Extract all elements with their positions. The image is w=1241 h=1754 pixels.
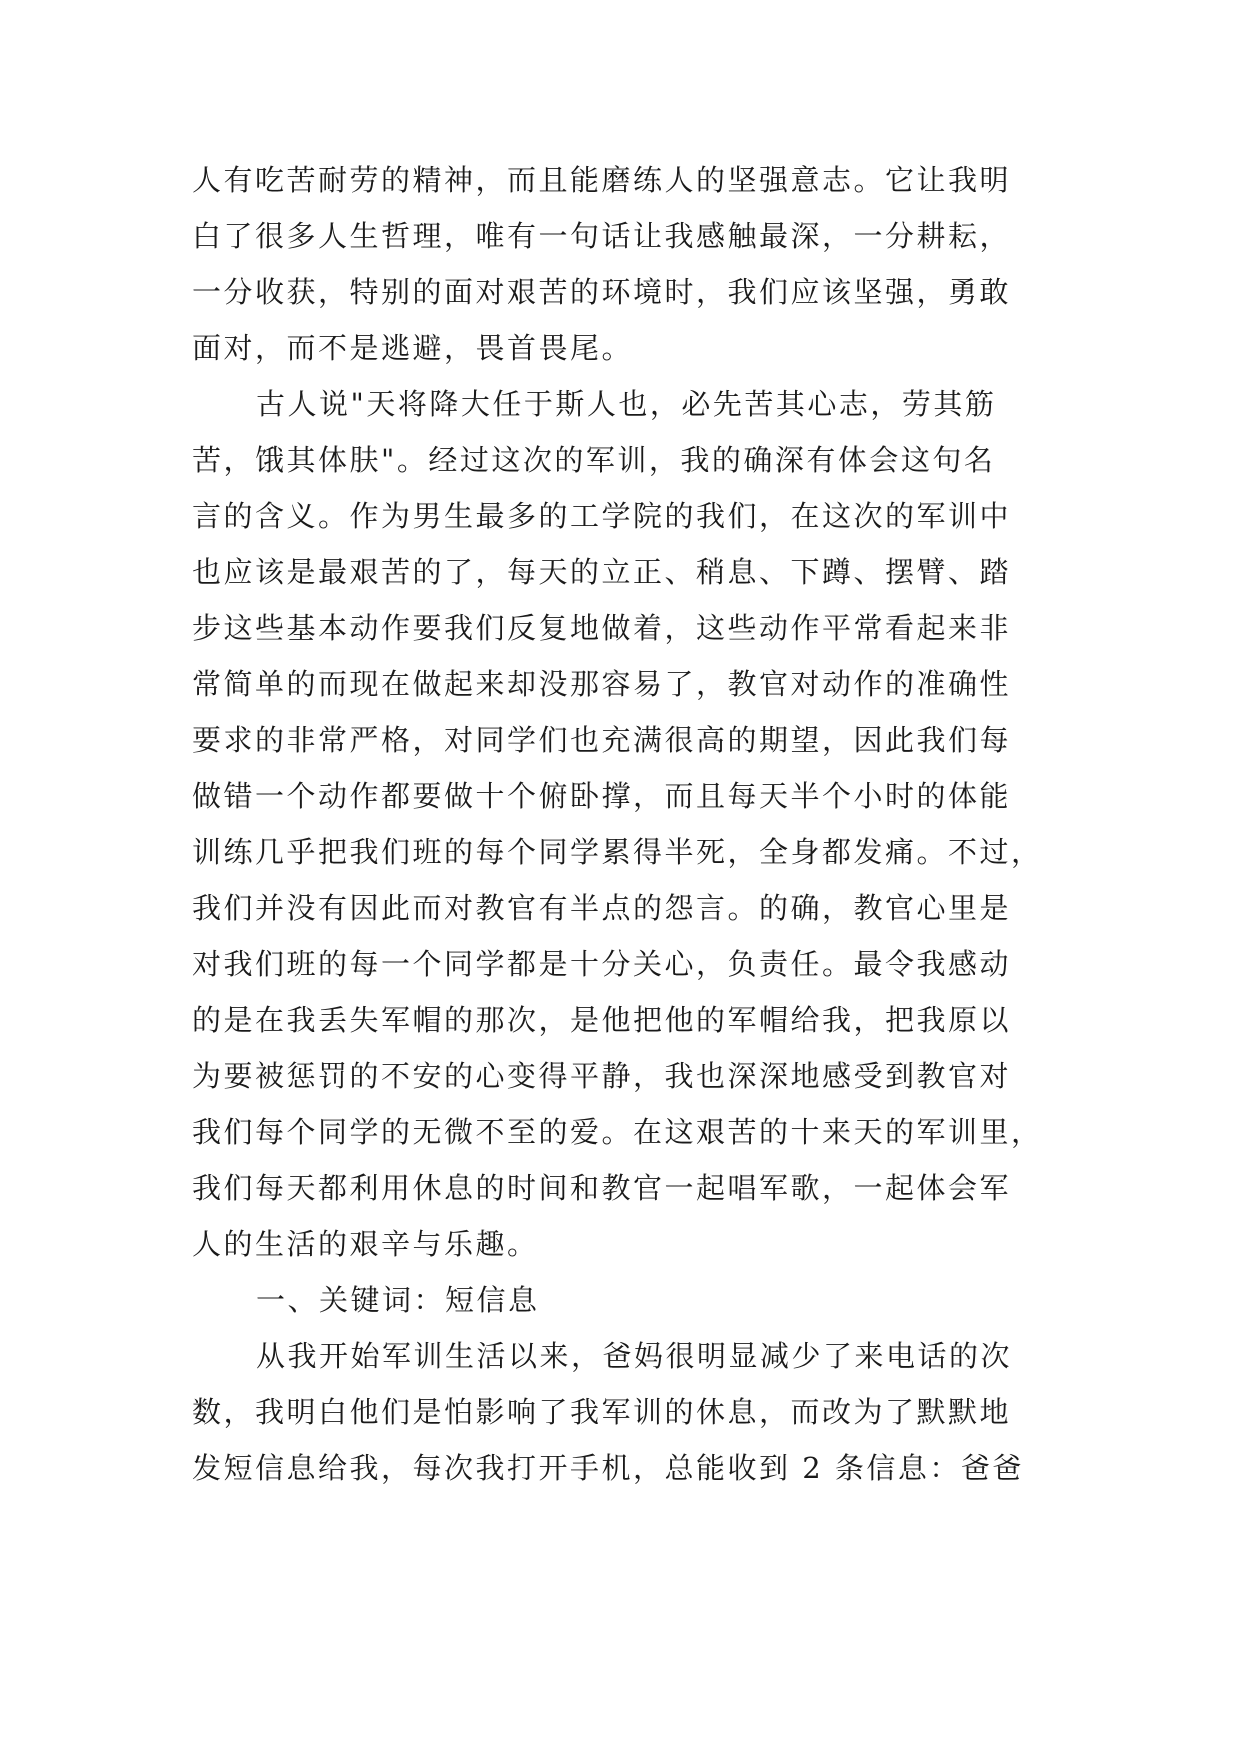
text-line: 白了很多人生哲理，唯有一句话让我感触最深，一分耕耘， — [192, 219, 1012, 253]
text-line: 人的生活的艰辛与乐趣。 — [192, 1227, 539, 1261]
text-line: 面对，而不是逃避，畏首畏尾。 — [192, 331, 634, 365]
paragraph — [192, 1272, 1052, 1328]
paragraph — [192, 1328, 1052, 1496]
text-line: 做错一个动作都要做十个俯卧撑，而且每天半个小时的体能 — [192, 779, 1012, 813]
text-line: 也应该是最艰苦的了，每天的立正、稍息、下蹲、摆臂、踏 — [192, 555, 1012, 589]
text-line: 数，我明白他们是怕影响了我军训的休息，而改为了默默地 — [192, 1395, 1012, 1429]
text-line: 从我开始军训生活以来，爸妈很明显减少了来电话的次 — [256, 1339, 1013, 1373]
text-line: 的是在我丢失军帽的那次，是他把他的军帽给我，把我原以 — [192, 1003, 1012, 1037]
text-line: 常简单的而现在做起来却没那容易了，教官对动作的准确性 — [192, 667, 1012, 701]
paragraph — [192, 152, 1052, 376]
text-line: 言的含义。作为男生最多的工学院的我们，在这次的军训中 — [192, 499, 1012, 533]
text-line: 为要被惩罚的不安的心变得平静，我也深深地感受到教官对 — [192, 1059, 1012, 1093]
paragraph — [192, 376, 1052, 1272]
text-line: 古人说"天将降大任于斯人也，必先苦其心志，劳其筋 — [256, 387, 997, 421]
text-line: 训练几乎把我们班的每个同学累得半死，全身都发痛。不过， — [192, 835, 1043, 869]
text-line: 发短信息给我，每次我打开手机，总能收到 2 条信息：爸爸 — [192, 1451, 1024, 1485]
text-line: 我们每个同学的无微不至的爱。在这艰苦的十来天的军训里， — [192, 1115, 1043, 1149]
text-line: 苦，饿其体肤"。经过这次的军训，我的确深有体会这句名 — [192, 443, 996, 477]
text-line: 我们并没有因此而对教官有半点的怨言。的确，教官心里是 — [192, 891, 1012, 925]
document-body — [192, 152, 1052, 1496]
text-line: 步这些基本动作要我们反复地做着，这些动作平常看起来非 — [192, 611, 1012, 645]
text-line: 要求的非常严格，对同学们也充满很高的期望，因此我们每 — [192, 723, 1012, 757]
text-line: 人有吃苦耐劳的精神，而且能磨练人的坚强意志。它让我明 — [192, 163, 1012, 197]
text-line: 对我们班的每一个同学都是十分关心，负责任。最令我感动 — [192, 947, 1012, 981]
text-line: 我们每天都利用休息的时间和教官一起唱军歌，一起体会军 — [192, 1171, 1012, 1205]
text-line: 一、关键词：短信息 — [256, 1283, 540, 1317]
text-line: 一分收获，特别的面对艰苦的环境时，我们应该坚强，勇敢 — [192, 275, 1012, 309]
